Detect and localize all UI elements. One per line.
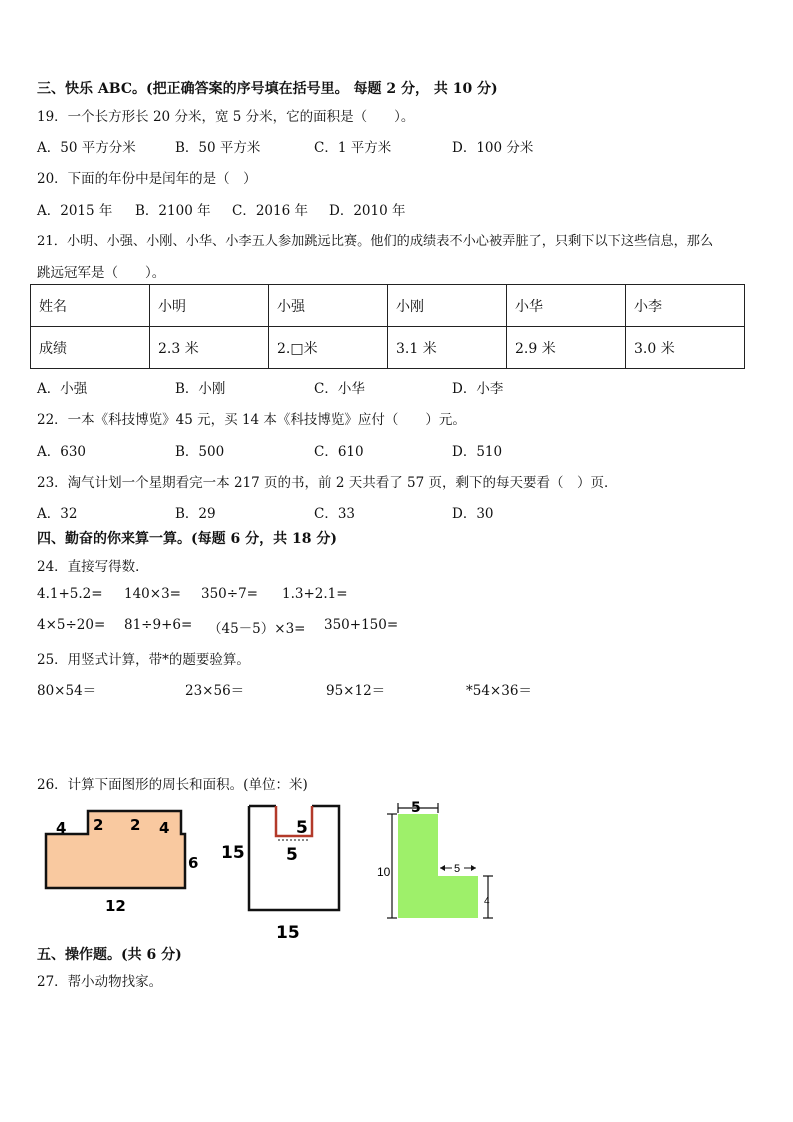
question-20: 20．下面的年份中是闰年的是（ ） [37, 171, 257, 187]
vertical-calc-item: 23×56＝ [185, 683, 245, 699]
question-26: 26．计算下面图形的周长和面积。(单位：米) [37, 777, 308, 793]
question-24: 24．直接写得数． [37, 559, 149, 575]
figure-3-arrow [471, 865, 476, 871]
calc-item: 81÷9+6= [124, 617, 193, 633]
option-c: C．2016 年 [232, 203, 308, 219]
option-a: A．630 [37, 444, 87, 460]
option-d: D．小李 [452, 381, 504, 397]
figure-3-label: 10 [377, 865, 391, 879]
figure-2-label: 5 [286, 845, 298, 865]
score-table [30, 284, 745, 369]
section-4-title: 四、勤奋的你来算一算。(每题 6 分，共 18 分) [37, 531, 337, 547]
option-c: C．33 [314, 506, 356, 522]
figure-1-shape [38, 805, 208, 917]
question-25: 25．用竖式计算，带*的题要验算。 [37, 652, 250, 668]
table-cell: 成绩 [31, 327, 150, 369]
option-b: B．500 [175, 444, 225, 460]
option-c: C．610 [314, 444, 364, 460]
figure-3-polygon [398, 814, 478, 918]
table-cell: 小强 [269, 285, 388, 327]
table-cell: 3.1 米 [388, 327, 507, 369]
figure-3-shape [376, 798, 501, 926]
question-27: 27．帮小动物找家。 [37, 974, 163, 990]
question-21-line2: 跳远冠军是（ ）。 [37, 265, 166, 281]
option-d: D．510 [452, 444, 503, 460]
figure-3-label: 5 [454, 863, 461, 875]
option-c: C．1 平方米 [314, 140, 392, 156]
figure-2-label: 15 [221, 843, 245, 863]
option-a: A．小强 [37, 381, 88, 397]
figure-3-arrow [440, 865, 445, 871]
option-b: B．29 [175, 506, 216, 522]
table-row [31, 327, 745, 369]
table-cell: 小李 [626, 285, 745, 327]
question-23: 23．淘气计划一个星期看完一本 217 页的书，前 2 天共看了 57 页，剩下的每天要看（ ）页． [37, 475, 618, 491]
table-cell: 3.0 米 [626, 327, 745, 369]
section-5-title: 五、操作题。(共 6 分) [37, 947, 182, 963]
figure-2-label: 5 [296, 818, 308, 838]
vertical-calc-item: 95×12＝ [326, 683, 386, 699]
option-d: D．100 分米 [452, 140, 534, 156]
table-cell: 姓名 [31, 285, 150, 327]
figure-1-label: 2 [93, 816, 104, 834]
calc-item: 1.3+2.1= [282, 586, 348, 602]
vertical-calc-item: *54×36＝ [466, 683, 532, 699]
option-c: C．小华 [314, 381, 365, 397]
figure-1-label: 12 [105, 897, 126, 915]
option-b: B．2100 年 [135, 203, 211, 219]
table-cell: 2.9 米 [507, 327, 626, 369]
calc-item: 4×5÷20= [37, 617, 106, 633]
calc-item: 140×3= [124, 586, 181, 602]
table-cell: 小明 [150, 285, 269, 327]
table-cell: 2.3 米 [150, 327, 269, 369]
option-a: A．50 平方分米 [37, 140, 136, 156]
calc-item: 350÷7= [201, 586, 258, 602]
option-a: A．2015 年 [37, 203, 113, 219]
question-19: 19．一个长方形长 20 分米，宽 5 分米，它的面积是（ ）。 [37, 109, 415, 125]
figure-1-label: 2 [130, 816, 141, 834]
figure-2-shape [218, 800, 348, 945]
table-cell: 小华 [507, 285, 626, 327]
calc-item: 4.1+5.2= [37, 586, 103, 602]
calc-item: （45－5）×3= [208, 621, 306, 637]
vertical-calc-item: 80×54＝ [37, 683, 97, 699]
table-cell: 小刚 [388, 285, 507, 327]
figure-2-label: 15 [276, 923, 300, 943]
section-3-title: 三、快乐 ABC。(把正确答案的序号填在括号里。 每题 2 分， 共 10 分) [37, 81, 498, 97]
option-d: D．2010 年 [329, 203, 406, 219]
figure-1-label: 4 [159, 819, 170, 837]
figure-1-label: 6 [188, 854, 199, 872]
option-a: A．32 [37, 506, 78, 522]
question-22: 22．一本《科技博览》45 元，买 14 本《科技博览》应付（ ）元。 [37, 412, 466, 428]
option-b: B．50 平方米 [175, 140, 261, 156]
figure-3-label: 4 [484, 896, 490, 907]
table-row [31, 285, 745, 327]
table-cell: 2.□米 [269, 327, 388, 369]
option-b: B．小刚 [175, 381, 226, 397]
calc-item: 350+150= [324, 617, 399, 633]
question-21-line1: 21．小明、小强、小刚、小华、小李五人参加跳远比赛。他们的成绩表不小心被弄脏了，只剩下以下这些信息，那么 [37, 234, 714, 249]
figure-1-label: 4 [56, 819, 67, 837]
option-d: D．30 [452, 506, 494, 522]
figure-3-label: 5 [411, 800, 421, 816]
